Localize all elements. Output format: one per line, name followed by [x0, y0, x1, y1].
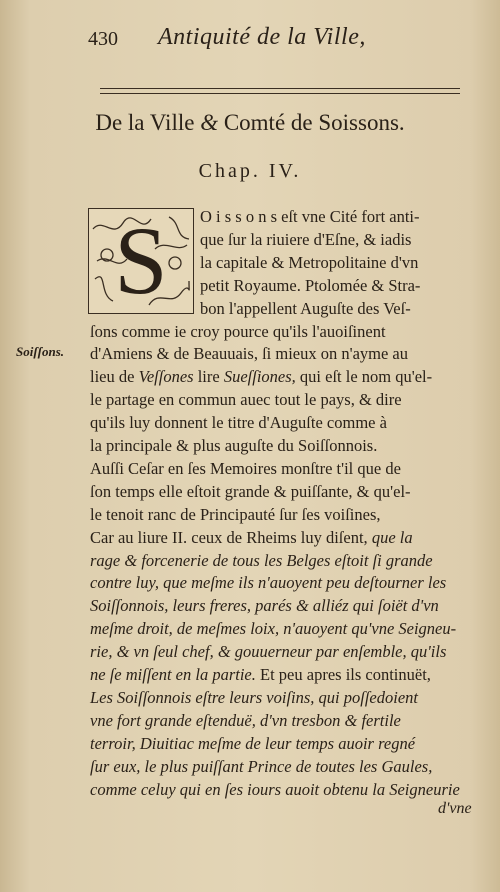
margin-note: Soiſſons. — [16, 344, 65, 359]
text-run: le tenoit ranc de Principauté ſur ſes voiſines, — [90, 504, 381, 524]
text-line — [90, 641, 478, 663]
page-header — [0, 22, 500, 52]
text-run: Car au liure II. ceux de Rheims luy diſent, — [90, 527, 372, 547]
running-title: Antiquité de la Ville, — [158, 24, 366, 50]
text-line — [90, 779, 478, 801]
text-run: que la — [371, 527, 413, 547]
text-line — [200, 275, 478, 297]
text-run: Veſſones — [138, 367, 194, 387]
chapter-title-suffix: Comté de Soissons. — [223, 110, 405, 135]
text-run: que ſur la riuiere d'Eſne, & iadis — [200, 229, 412, 249]
text-line — [90, 458, 478, 480]
text-line — [90, 481, 478, 503]
text-run: O i s s o n s eſt vne Cité fort anti- — [200, 207, 420, 226]
text-run: la capitale & Metropolitaine d'vn — [200, 252, 419, 272]
text-run: contre luy, que meſme ils n'auoyent peu deſtourner les — [90, 573, 447, 593]
ornamental-initial — [88, 208, 194, 314]
text-line — [90, 321, 478, 343]
text-run: ſons comme ie croy pource qu'ils l'auoiſinent — [90, 321, 386, 341]
text-run: d'Amiens & de Beauuais, ſi mieux on n'ayme au — [90, 344, 409, 364]
chapter-number: Chap. IV. — [198, 160, 302, 182]
text-line — [200, 298, 478, 320]
drop-cap-letter: S — [114, 207, 168, 314]
text-run: terroir, Diuitiac meſme de leur temps auoir regné — [90, 733, 416, 753]
text-run: qui eſt le nom qu'el- — [295, 367, 433, 387]
text-line — [90, 366, 478, 388]
text-run: Et peu apres ils continuët, — [255, 665, 431, 684]
text-line — [200, 206, 478, 228]
text-line — [90, 710, 478, 732]
text-run: ſon temps elle eſtoit grande & puiſſante, & qu'el- — [90, 481, 411, 501]
text-run: lire — [193, 367, 224, 387]
header-rule — [100, 88, 460, 94]
text-line — [90, 756, 478, 778]
text-run: Les Soiſſonnois eſtre leurs voiſins, qui poſſedoient — [90, 687, 418, 707]
text-run: meſme droit, de meſmes loix, n'auoyent qu'vne Seigneu- — [90, 619, 457, 639]
catchword: d'vne — [438, 800, 472, 817]
text-run: Auſſi Ceſar en ſes Memoires monſtre t'il que de — [90, 458, 401, 478]
text-line — [90, 435, 478, 457]
text-line — [90, 343, 478, 365]
text-line — [90, 572, 478, 594]
chapter-title — [0, 110, 500, 136]
chapter-title-ampersand: & — [194, 110, 224, 135]
text-run: la principale & plus auguſte du Soiſſonnois. — [90, 436, 378, 455]
text-line — [200, 252, 478, 274]
chapter-title-prefix: De la Ville — [95, 110, 195, 135]
text-run: comme celuy qui en ſes iours auoit obtenu la Seigneurie — [90, 779, 460, 799]
text-line — [90, 664, 478, 686]
text-line — [90, 733, 478, 755]
text-line — [90, 618, 478, 640]
text-line — [90, 595, 478, 617]
text-line — [90, 504, 478, 526]
text-run: Soiſſonnois, leurs freres, parés & alliéz qui ſoiët d'vn — [90, 596, 439, 616]
text-run: ne ſe miſſent en la partie. — [90, 665, 256, 684]
text-run: vne fort grande eſtenduë, d'vn tresbon & fertile — [90, 710, 401, 730]
text-line — [200, 229, 478, 251]
text-run: ſur eux, le plus puiſſant Prince de toutes les Gaules, — [90, 756, 433, 776]
text-run: qu'ils luy donnent le titre d'Auguſte comme à — [90, 413, 387, 433]
text-run: le partage en commun auec tout le pays, & dire — [90, 390, 402, 410]
text-line — [90, 389, 478, 411]
text-run: petit Royaume. Ptolomée & Stra- — [200, 275, 421, 295]
page-number: 430 — [88, 28, 118, 50]
text-run: Sueſſiones, — [223, 367, 296, 387]
text-line — [90, 527, 478, 549]
text-run: lieu de — [90, 367, 139, 387]
text-line — [90, 412, 478, 434]
text-run: rie, & vn ſeul chef, & gouuerneur par enſemble, qu'ils — [90, 642, 447, 662]
text-line — [90, 687, 478, 709]
text-run: bon l'appellent Auguſte des Veſ- — [200, 298, 411, 318]
text-run: rage & forcenerie de tous les Belges eſtoit ſi grande — [90, 550, 433, 570]
text-line — [90, 550, 478, 572]
